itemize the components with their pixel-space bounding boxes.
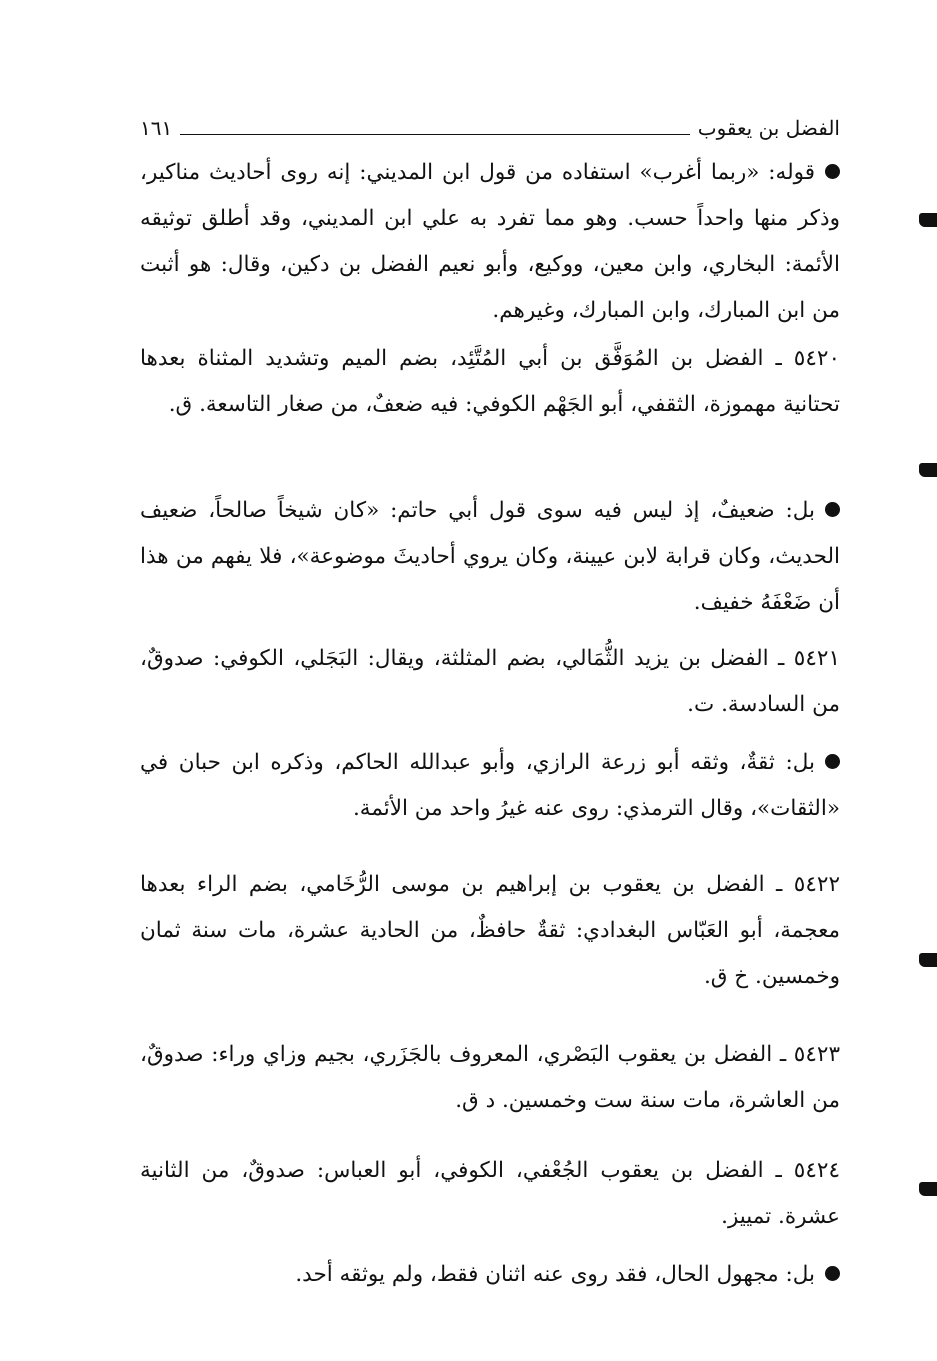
paragraph-comment-1 [140, 150, 840, 334]
bullet-icon [825, 164, 840, 179]
page-number: ١٦١ [140, 116, 173, 140]
paragraph-text: ٥٤٢٣ ـ الفضل بن يعقوب البَصْري، المعروف بالجَزَري، بجيم وزاي وراء: صدوقٌ، من العاشرة، مات سنة ست وخمسين. د ق. [140, 1042, 840, 1113]
margin-mark [919, 213, 937, 227]
margin-mark [919, 463, 937, 477]
bullet-icon [825, 754, 840, 769]
entry-5422 [140, 862, 840, 1000]
entry-5424 [140, 1148, 840, 1240]
header-rule [180, 134, 690, 135]
paragraph-text: بل: ثقةٌ، وثقه أبو زرعة الرازي، وأبو عبدالله الحاكم، وذكره ابن حبان في «الثقات»، وقال الترمذي: روى عنه غيرُ واحد من الأئمة. [140, 750, 840, 821]
paragraph-text: ٥٤٢١ ـ الفضل بن يزيد الثُّمَالي، بضم المثلثة، ويقال: البَجَلي، الكوفي: صدوقٌ، من السادسة. ت. [140, 646, 840, 717]
paragraph-text: ٥٤٢٠ ـ الفضل بن المُوَفَّق بن أبي المُتَّئِد، بضم الميم وتشديد المثناة بعدها تحتانية مهموزة، الثقفي، أبو الجَهْم الكوفي: فيه ضعفٌ، من صغار التاسعة. ق. [140, 346, 840, 417]
running-title: الفضل بن يعقوب [697, 116, 840, 140]
paragraph-comment-2 [140, 488, 840, 626]
paragraph-comment-4 [140, 1252, 840, 1298]
paragraph-text: قوله: «ربما أغرب» استفاده من قول ابن المديني: إنه روى أحاديث مناكير، وذكر منها واحداً حسب. وهو مما تفرد به علي ابن المديني، وقد أطلق توثيقه الأئمة: البخاري، وابن معين، ووكيع، وأبو نعيم الفضل بن دكين، وقال: هو أثبت من ابن المبارك، وابن المبارك، وغيرهم. [140, 160, 840, 323]
paragraph-comment-3 [140, 740, 840, 832]
paragraph-text: ٥٤٢٢ ـ الفضل بن يعقوب بن إبراهيم بن موسى الرُّخَامي، بضم الراء بعدها معجمة، أبو العَبّاس البغدادي: ثقةٌ حافظٌ، من الحادية عشرة، مات سنة ثمان وخمسين. خ ق. [140, 872, 840, 989]
bullet-icon [825, 502, 840, 517]
paragraph-text: ٥٤٢٤ ـ الفضل بن يعقوب الجُعْفي، الكوفي، أبو العباس: صدوقٌ، من الثانية عشرة. تمييز. [140, 1158, 840, 1229]
paragraph-text: بل: مجهول الحال، فقد روى عنه اثنان فقط، ولم يوثقه أحد. [295, 1262, 815, 1287]
bullet-icon [825, 1266, 840, 1281]
entry-5421 [140, 636, 840, 728]
paragraph-text: بل: ضعيفٌ، إذ ليس فيه سوى قول أبي حاتم: «كان شيخاً صالحاً، ضعيف الحديث، وكان قرابة لابن عيينة، وكان يروي أحاديثَ موضوعة»، فلا يفهم من هذا أن ضَعْفَهُ خفيف. [140, 498, 840, 615]
entry-5420 [140, 336, 840, 428]
entry-5423 [140, 1032, 840, 1124]
margin-mark [919, 953, 937, 967]
page-header [140, 110, 840, 146]
margin-mark [919, 1182, 937, 1196]
